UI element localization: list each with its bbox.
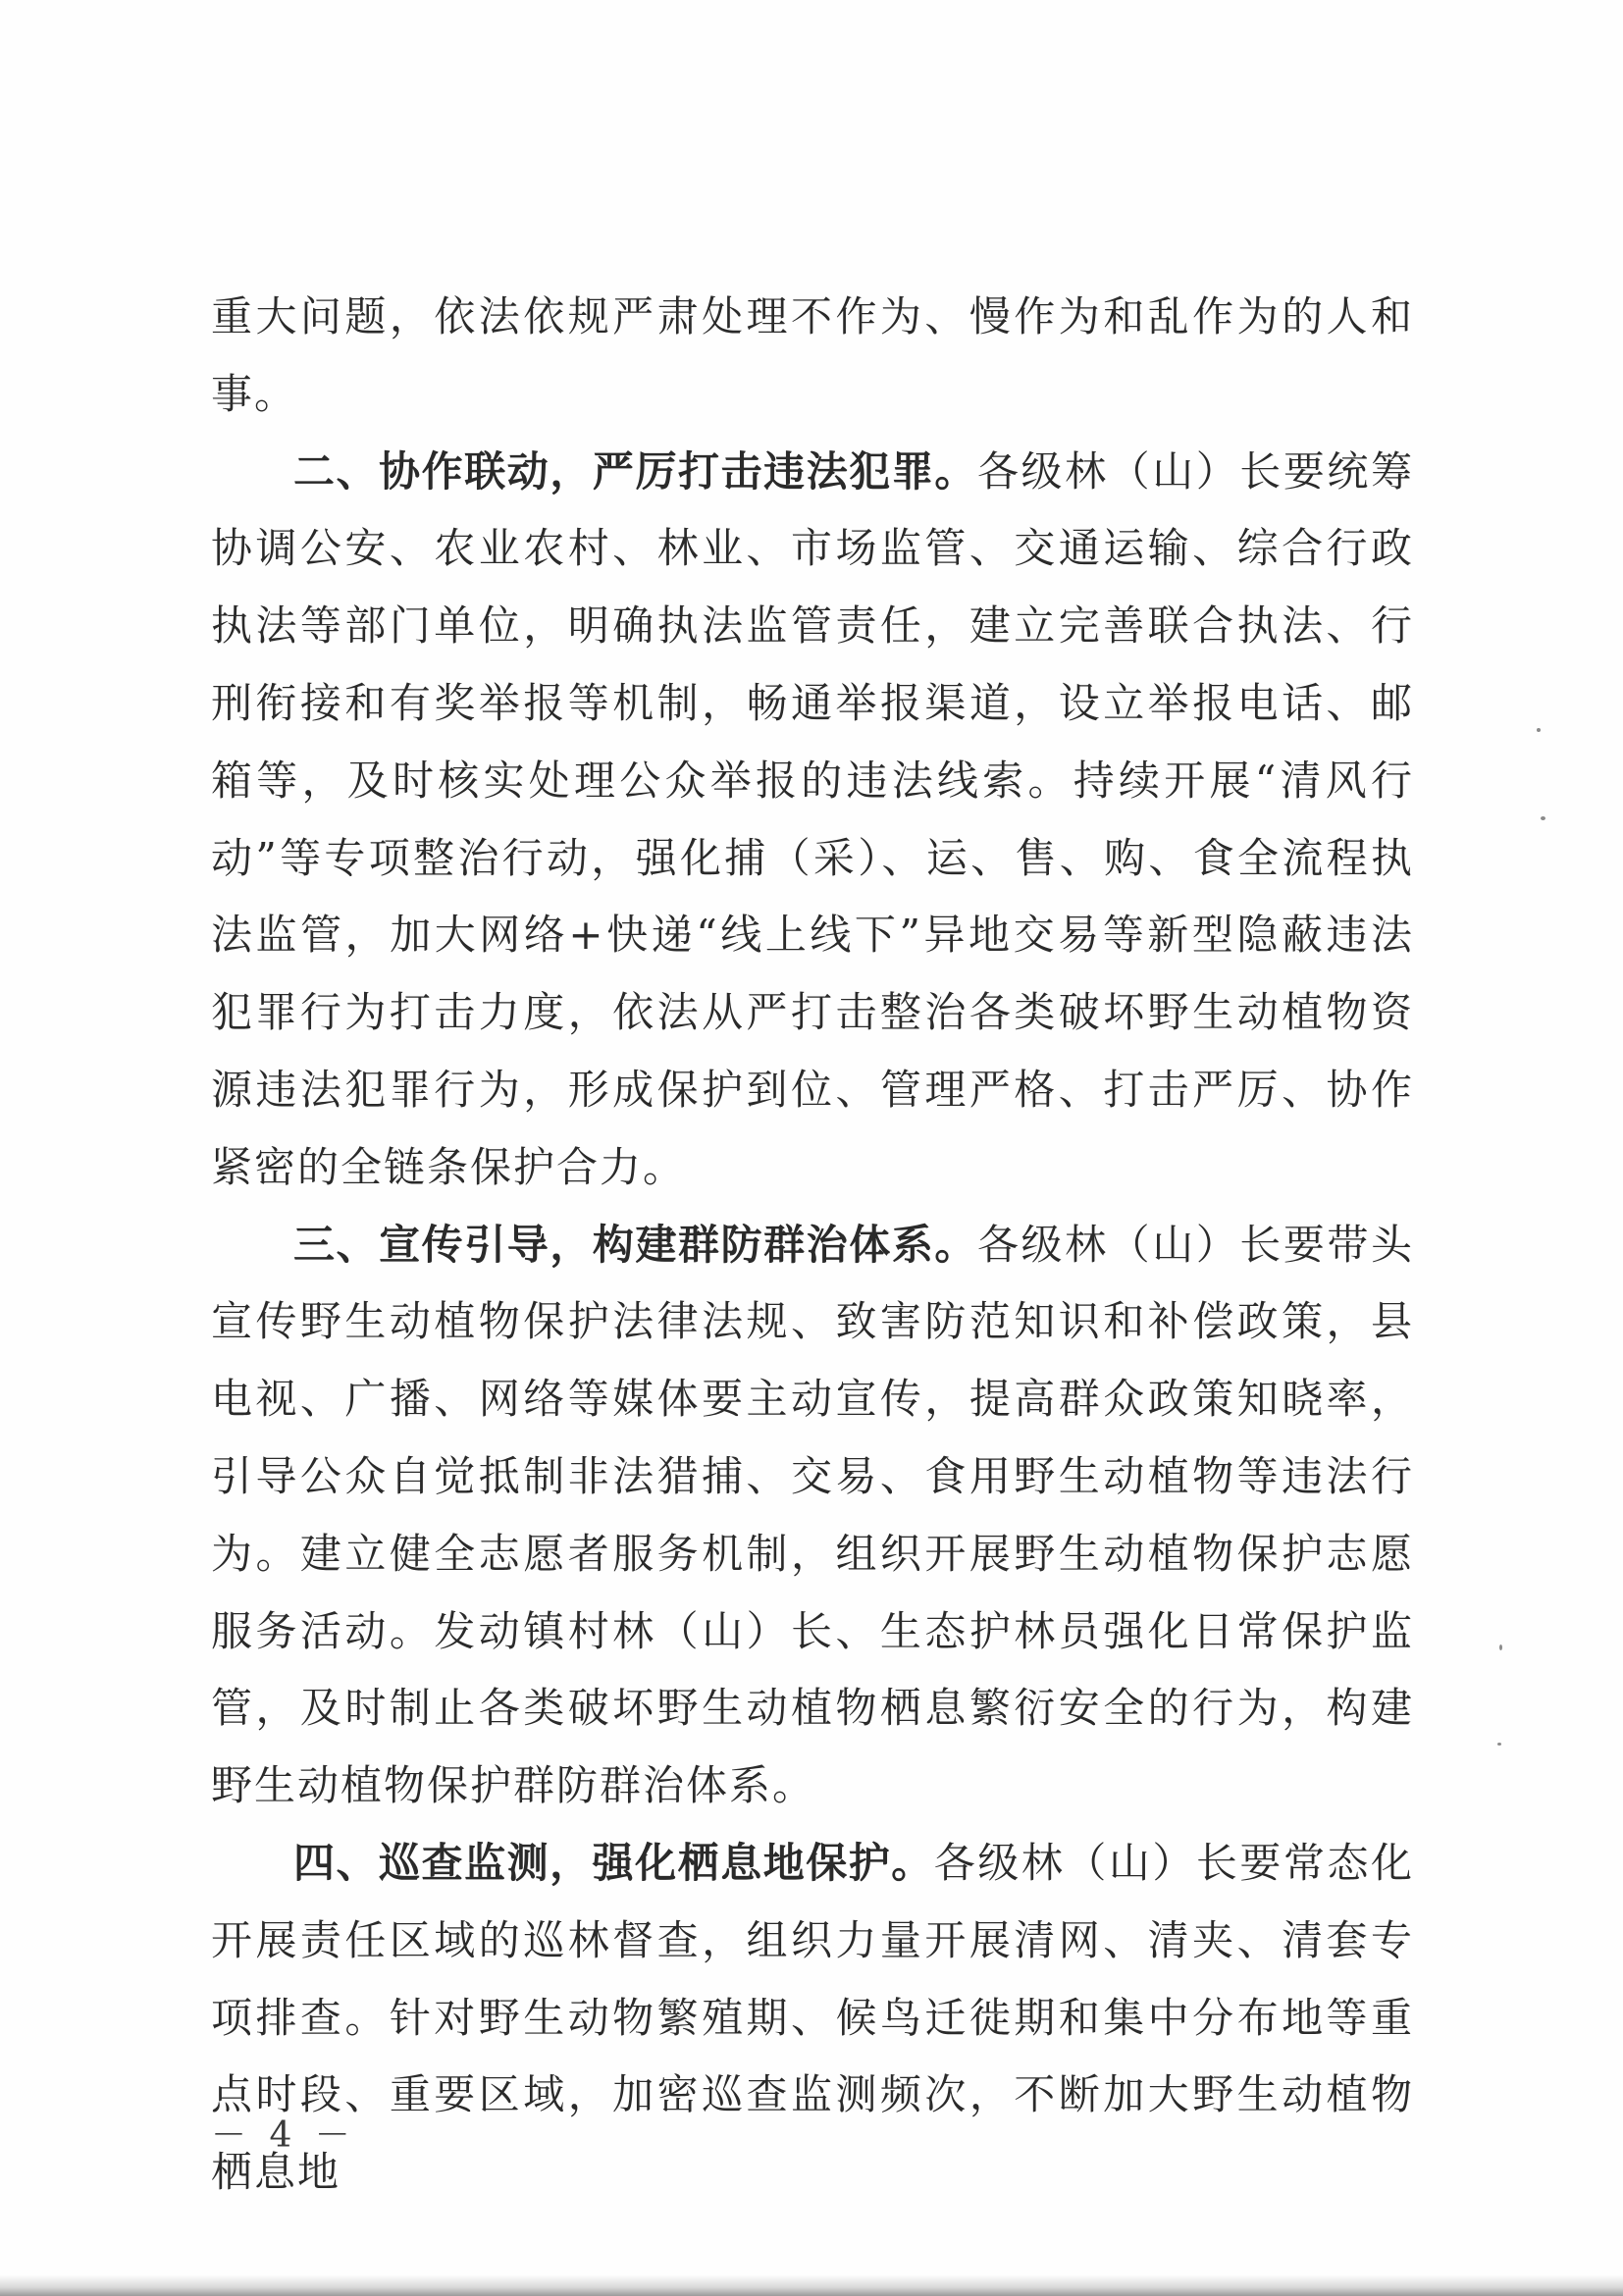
scan-speck [1537, 728, 1541, 732]
paragraph-section-4 [211, 1825, 1414, 2212]
section-heading: 二、协作联动，严厉打击违法犯罪。 [293, 446, 977, 496]
section-heading: 四、巡查监测，强化栖息地保护。 [293, 1838, 934, 1887]
section-heading: 三、宣传引导，构建群防群治体系。 [293, 1220, 977, 1269]
scan-bottom-edge [0, 2274, 1623, 2296]
scan-speck [1499, 1644, 1502, 1650]
paragraph-text: 重大问题，依法依规严肃处理不作为、慢作为和乱作为的人和事。 [211, 292, 1414, 418]
paragraph-text: 各级林（山）长要带头宣传野生动植物保护法律法规、致害防范知识和补偿政策，县电视、广播、网络等媒体要主动宣传，提高群众政策知晓率，引导公众自觉抵制非法猎捕、交易、食用野生动植物等违法行为。建立健全志愿者服务机制，组织开展野生动植物保护志愿服务活动。发动镇村林（山）长、生态护林员强化日常保护监管，及时制止各类破坏野生动植物栖息繁衍安全的行为，构建野生动植物保护群防群治体系。 [211, 1220, 1414, 1810]
page-number: － 4 － [211, 2115, 356, 2156]
paragraph-text: 各级林（山）长要统筹协调公安、农业农村、林业、市场监管、交通运输、综合行政执法等部门单位，明确执法监管责任，建立完善联合执法、行刑衔接和有奖举报等机制，畅通举报渠道，设立举报电话、邮箱等，及时核实处理公众举报的违法线索。持续开展“清风行动”等专项整治行动，强化捕（采）、运、售、购、食全流程执法监管，加大网络+快递“线上线下”异地交易等新型隐蔽违法犯罪行为打击力度，依法从严打击整治各类破坏野生动植物资源违法犯罪行为，形成保护到位、管理严格、打击严厉、协作紧密的全链条保护合力。 [211, 446, 1414, 1191]
scan-speck [1497, 1743, 1501, 1746]
paragraph-continuation [211, 279, 1414, 434]
paragraph-section-2 [211, 434, 1414, 1207]
paragraph-section-3 [211, 1207, 1414, 1825]
paragraph-text: 各级林（山）长要常态化开展责任区域的巡林督查，组织力量开展清网、清夹、清套专项排查。针对野生动物繁殖期、候鸟迁徙期和集中分布地等重点时段、重要区域，加密巡查监测频次，不断加大野生动植物栖息地 [211, 1838, 1414, 2197]
body-text [211, 279, 1414, 2212]
scan-speck [1541, 816, 1545, 820]
